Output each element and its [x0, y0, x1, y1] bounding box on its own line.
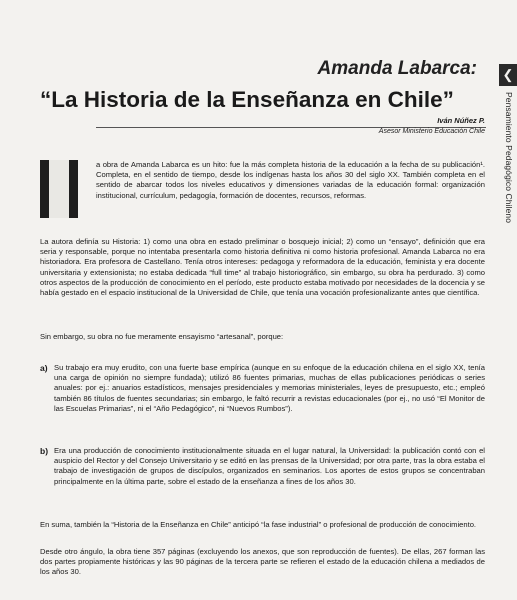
- paragraph-text: En suma, también la “Historia de la Enseñanza en Chile” anticipó “la fase industrial” o profesional de producción de conocimiento.: [40, 520, 477, 529]
- article-title: “La Historia de la Enseñanza en Chile”: [40, 87, 454, 112]
- list-text: Era una producción de conocimiento institucionalmente situada en el lugar natural, la Universidad: la publicación contó con el auspicio del Rector y del Consejo Universitario y se editó en las prensas de la Universidad; por otra parte, tras la obra estaba el trabajo de investigación de grupos de discípulos, organizados en seminarios. Los aportes de estos grupos se concentraban principalmente en la última parte, sobre el estado de la enseñanza a fines de los años 30.: [54, 446, 485, 486]
- list-label: a): [40, 363, 48, 373]
- author-role: Asesor Ministerio Educación Chile: [378, 128, 485, 135]
- section-tab-chevron-icon: ❮: [499, 64, 517, 86]
- article-kicker: Amanda Labarca:: [317, 58, 477, 79]
- section-label: Pensamiento Pedagógico Chileno: [504, 92, 514, 224]
- list-label: b): [40, 446, 49, 456]
- paragraph-text: Desde otro ángulo, la obra tiene 357 páginas (excluyendo los anexos, que son reproducción de fuentes). De ellas, 267 forman las dos partes propiamente históricas y las 90 páginas de la tercera parte se refieren el estado de la educación chilena a mediados de los años 30.: [40, 547, 485, 577]
- paragraph-pages: [40, 547, 485, 578]
- paragraph-text: La autora definía su Historia: 1) como una obra en estado preliminar o bosquejo inicial; 2) como un “ensayo”, definición que era seria y responsable, porque no intentaba presentarla como historia definitiva ni como historia profesional. Amanda Labarca no era historiadora. Era profesora de Castellano. Tenía otros intereses: pedagoga y reformadora de la educación, feminista y era docente universitaria y extensionista; no estaba dedicada “full time” al trabajo historiográfico, sin embargo, su obra ha perdurado. 3) como otros aspectos de la producción de conocimiento en el período, este producto estaba motivado por necesidades de la docencia y se había gestado en el espacio institucional de la Universidad de Chile, que tenía una vocación profesionalizante antes que científica.: [40, 237, 485, 298]
- paragraph-definition: [40, 237, 485, 298]
- paragraph-transition: [40, 332, 485, 342]
- author-name: Iván Núñez P.: [433, 116, 485, 125]
- paragraph-summary: [40, 520, 485, 530]
- intro-text: a obra de Amanda Labarca es un hito: fue la más completa historia de la educación a la fecha de su publicación¹. Completa, en el sentido de tiempo, desde los indígenas hasta los años 30 del siglo XX. También completa en el sentido de abarcar todos los niveles educativos y dimensiones variadas de la educación formal: organización institucional, currículum, pedagogía, formación de docentes, recursos, reformas.: [96, 160, 485, 200]
- paragraph-text: Sin embargo, su obra no fue meramente ensayismo “artesanal”, porque:: [40, 332, 284, 341]
- dropcap-inner: [49, 160, 69, 218]
- list-text: Su trabajo era muy erudito, con una fuerte base empírica (aunque en su enfoque de la educación chilena en el siglo XX, tenía una carga de opinión no siempre fundada); utilizó 86 fuentes primarias, muchas de ellas publicaciones periódicas o series anuales: por ej.: anuarios estadísticos, mensajes presidenciales y memorias ministeriales, leyes de presupuesto, etc.; empleó también 86 títulos de fuentes secundarias; sin embargo, le faltó recurrir a revistas educacionales (por ej., no usó “El Monitor de las Escuelas Primarias”, ni el “Año Pedagógico”, ni “Nuevos Rumbos”).: [54, 363, 485, 413]
- intro-paragraph: [96, 160, 485, 201]
